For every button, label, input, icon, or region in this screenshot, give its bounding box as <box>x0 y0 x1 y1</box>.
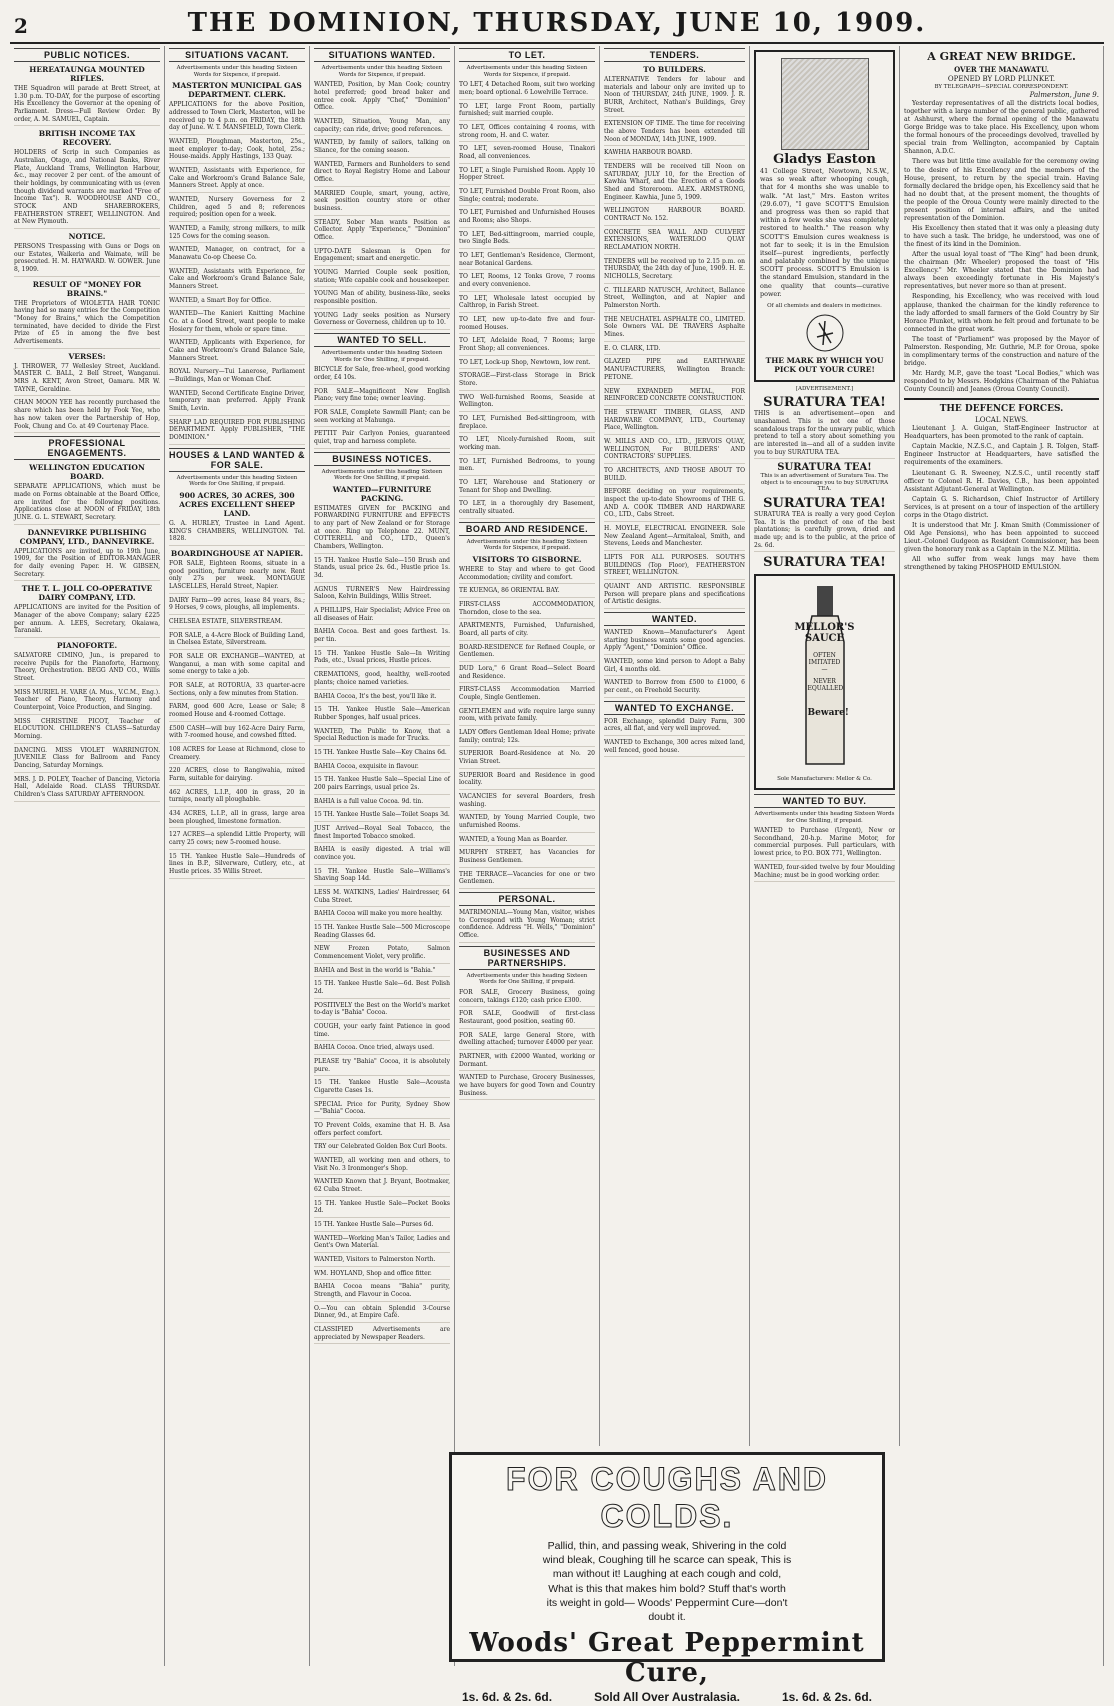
classified-ad: WANTED, The Public to Know, that a Special Reduction is made for Trucks. <box>314 728 450 746</box>
classified-ad: PARTNER, with £2000 Wanted, working or Dormant. <box>459 1053 595 1071</box>
classified-ad: CONCRETE SEA WALL AND CULVERT EXTENSIONS, WATERLOO QUAY RECLAMATION NORTH. <box>604 229 745 255</box>
classified-ad: WHERE to Stay and where to get Good Accommodation; civility and comfort. <box>459 566 595 584</box>
section-heading: PUBLIC NOTICES. <box>14 48 160 62</box>
article-headline: A GREAT NEW BRIDGE. <box>927 50 1076 63</box>
classified-ad: A PHILLIPS, Hair Specialist; Advice Free on all diseases of Hair. <box>314 607 450 625</box>
column-situations-wanted <box>310 46 455 1666</box>
article-subhead: LOCAL NEWS. <box>975 416 1028 425</box>
classified-ad: TO LET, Adelaide Road, 7 Rooms; large Front Shop; all conveniences. <box>459 337 595 355</box>
section-note: Advertisements under this heading Sixteen Words for Sixpence, if prepaid. <box>466 65 588 78</box>
classified-ad: WELLINGTON HARBOUR BOARD. CONTRACT No. 152. <box>604 207 745 225</box>
classified-ad: WANTED, Situation, Young Man, any capacity; can ride, drive; good references. <box>314 118 450 136</box>
section-note: Advertisements under this heading Sixteen Words for One Shilling, if prepaid. <box>321 349 443 363</box>
section-heading: HOUSES & LAND WANTED & FOR SALE. <box>169 449 306 470</box>
notice-body: PERSONS Trespassing with Guns or Dogs on our Estates, Waikeria and Waimate, will be prosecuted. H. M. HAYWARD. W. GOWER. June 8, 1909. <box>14 243 160 277</box>
section-heading: BUSINESS NOTICES. <box>314 452 450 466</box>
classified-ad: WANTED, by family of sailors, talking on Sliance, for the coming season. <box>314 139 450 157</box>
classified-ad: FOR SALE, Goodwill of first-class Restaurant, good position, seating 60. <box>459 1010 595 1028</box>
ad-sold: Sold All Over Australasia. <box>594 1690 740 1705</box>
classified-ad: QUAINT AND ARTISTIC. RESPONSIBLE Person will prepare plans and specifications of Artistic designs. <box>604 583 745 609</box>
ad-footnote: Of all chemists and dealers in medicines. <box>767 303 882 309</box>
classified-ad: TO LET, 4 Detached Room, suit two working men; board optional. 6 Lowelville Terrace. <box>459 81 595 99</box>
classified-ad: KAWHIA HARBOUR BOARD. <box>604 149 745 160</box>
section-heading: WANTED TO EXCHANGE. <box>604 701 745 715</box>
portrait-illustration <box>781 58 869 150</box>
classified-ad: PLEASE try "Bahia" Cocoa, it is absolutely pure. <box>314 1058 450 1076</box>
notice-body: SEPARATE APPLICATIONS, which must be made on Forms obtainable at the Board Office, are invited for the following positions. Applications close at NOON of FRIDAY, 18th JUNE. G. L. STEWART, Secretary. <box>14 483 160 524</box>
classified-ad: BAHIA is a full value Cocoa. 9d. tin. <box>314 798 450 809</box>
classified-ad: 15 TH. Yankee Hustle Sale—In Writing Pads, etc., Usual prices, Hustle prices. <box>314 650 450 668</box>
notice-body: ESTIMATES GIVEN for PACKING and FORWARDING FURNITURE and EFFECTS to any part of New Zealand or for Storage at once. Ring up Telephone 22. MUNT, COTTERELL and CO., LTD., Queen's Chambers, Wellington. <box>314 505 450 554</box>
classified-ad: WANTED Known—Manufacturer's Agent starting business wants some good agencies. Apply "Agent," "Dominion" Office. <box>604 629 745 655</box>
classified-ad: FOR SALE, large General Store, with dwelling attached; turnover £4000 per year. <box>459 1032 595 1050</box>
classified-ad: FOR Exchange, splendid Dairy Farm, 300 acres, all flat, and very well improved. <box>604 718 745 736</box>
classified-ad: TO LET, a Single Furnished Room. Apply 10 Hopper Street. <box>459 167 595 185</box>
notice-body: APPLICATIONS for the above Position, addressed to Town Clerk, Masterton, will be received up to 4 p.m. on FRIDAY, the 18th day of June. W. T. MANSFIELD, Town Clerk. <box>169 101 305 135</box>
classified-ad: YOUNG Man of ability, business-like, seeks responsible position. <box>314 290 450 308</box>
classified-ad: WANTED Known that J. Bryant, Bootmaker, 62 Cuba Street. <box>314 1178 450 1196</box>
classified-ad: TO LET, Furnished Bedrooms, to young men. <box>459 458 595 476</box>
classified-ad: ALTERNATIVE Tenders for labour and materials and labour only are invited up to Noon of THURSDAY, 24th JUNE, 1909. J. R. BURR, Architect, Nathan's Buildings, Grey Street. <box>604 76 745 117</box>
classified-ad: BOARD-RESIDENCE for Refined Couple, or Gentlemen. <box>459 644 595 662</box>
classified-ad: FARM, good 600 Acre, Lease or Sale; 8 roomed House and 4-roomed Cottage. <box>169 703 305 721</box>
notice-body: MATRIMONIAL—Young Man, visitor, wishes to Correspond with Young Woman; strict confidence. Address "H. Wells," "Dominion" Office. <box>459 909 595 943</box>
article-paragraph: The toast of "Parliament" was proposed by the Mayor of Palmerston. Responding, Mr. Guthrie, M.P. for Oroua, spoke in complimentary terms of the construction and nature of the bridge. <box>904 335 1099 367</box>
classified-ad: CHELSEA ESTATE, SILVERSTREAM. <box>169 618 305 629</box>
ad-list <box>314 366 450 448</box>
classified-ad: TRY our Celebrated Golden Box Curl Boots. <box>314 1143 450 1154</box>
classified-ad: TO LET, Wholesale latest occupied by Calthrop, in Farish Street. <box>459 295 595 313</box>
article-headline: THE DEFENCE FORCES. <box>939 404 1064 415</box>
ad-list <box>604 629 745 698</box>
classified-ad: FOR SALE, a 4-Acre Block of Building Land, in Chelsea Estate, Silverstream. <box>169 632 305 650</box>
classified-ad: FOR SALE—Magnificent New English Piano; very fine tone; owner leaving. <box>314 388 450 406</box>
classified-ad: DAIRY Farm—99 acres, lease 84 years, 8s.; 9 Horses, 9 cows, ploughs, all implements. <box>169 597 305 615</box>
classified-ad: TO LET, Offices containing 4 rooms, with strong room, H. and C. water. <box>459 124 595 142</box>
classified-ad: 15 TH. Yankee Hustle Sale—Pocket Books 2d. <box>314 1200 450 1218</box>
classified-ad: LIFTS FOR ALL PURPOSES. SOUTH'S BUILDINGS (Top Floor), FEATHERSTON STREET, WELLINGTON. <box>604 554 745 580</box>
classified-ad: BAHIA is easily digested. A trial will convince you. <box>314 846 450 864</box>
section-heading: SITUATIONS WANTED. <box>314 48 450 62</box>
classified-ad: WANTED, Assistants with Experience, for Cake and Workroom's Grand Balance Sale, Manners Street. Apply at once. <box>169 167 305 193</box>
section-note: Advertisements under this heading Sixteen Words for One Shilling, if prepaid. <box>176 474 298 488</box>
article-paragraph: Lieutenant J. A. Guigan, Staff-Engineer Instructor at Headquarters, has been promoted to the rank of captain. <box>904 425 1099 441</box>
sauce-bottle-illustration <box>770 582 880 772</box>
classified-ad: WANTED, all working men and others, to Visit No. 3 Ironmonger's Shop. <box>314 1157 450 1175</box>
ad-list <box>604 718 745 758</box>
classified-ad: WANTED, Nursery Governess for 2 Children, aged 5 and 8; references required; position open for a week. <box>169 196 305 222</box>
notice-heading: TO BUILDERS. <box>643 65 706 74</box>
article-paragraph: Captain Mackie, N.Z.S.C., and Captain J. R. Tolgen, Staff-Engineer Instructor at Headquarters, have satisfied the requirements of the examiners. <box>904 443 1099 467</box>
classified-ad: YOUNG Married Couple seek position, station; Wife capable cook and housekeeper. <box>314 269 450 287</box>
bottle-label: OFTEN IMITATED— <box>808 652 841 674</box>
article-paragraph: All who suffer from weak lungs may have them strengthened by taking PHOSPHOID EMULSION. <box>904 556 1099 572</box>
classified-ad: LADY Offers Gentleman Ideal Home; private family; central; 12s. <box>459 729 595 747</box>
article-dateline: BY TELEGRAPH—SPECIAL CORRESPONDENT. <box>934 84 1069 90</box>
article-paragraph: There was but little time available for the ceremony owing to the desire of his Excellency and the members of the House, present, to return by the special train. Having formally declared the bridge open, his Excellency said that he had no doubt that, at the present moment, the thoughts of the people of the Oroua County were mainly directed to the present position of internal affairs, and the united representation of the Dominion. <box>904 158 1099 222</box>
article-paragraph: After the usual loyal toast of "The King" had been drunk, the chairman (Mr. Wheeler) proposed the toast of "His Excellency." Mr. Wheeler stated that the Dominion had always been exceedingly fortunate in His Majesty's representatives, but never more so than at present. <box>904 251 1099 291</box>
notice-body: HOLDERS of Scrip in such Companies as Australian, Otago, and National Banks, River Plate, Auckland Trams, Wellington Harbour, &c., may recover 2 per cent. of the amount of their holdings, by communicating with us (even though dividend warrants are marked "Free of Income Tax"). R. WOODHOUSE AND CO., STOCK AND SHAREBROKERS, FEATHERSTON STREET, WELLINGTON. And at New Plymouth. <box>14 149 160 229</box>
article-body <box>904 425 1099 572</box>
classified-ad: FIRST-CLASS Accommodation Married Couple, Single Gentlemen. <box>459 686 595 704</box>
article-subhead: OPENED BY LORD PLUNKET. <box>947 75 1056 83</box>
article-paragraph: His Excellency then stated that it was only a pleasing duty to have such a task. The bridge, he understood, was one of the finest of its kind in the Dominion. <box>904 224 1099 249</box>
notice-body: SALVATORE CIMINO, Jun., is prepared to receive Pupils for the Pianoforte, Harmony, Theory, Orchestration. BEGG AND CO., Willis Street. <box>14 652 160 686</box>
notice-body: CHAN MOON YEE has recently purchased the share which has been held by Fook Yee, who has now taken over the Partnership of Hop, Fook, Chung and Co. at 49 Courtenay Place. <box>14 399 160 433</box>
ad-list <box>604 76 745 609</box>
column-public-notices <box>10 46 165 1666</box>
ad-verse: Pallid, thin, and passing weak, Shivering in the cold wind bleak, Coughing till he scarce can speak, This is man without it! Laughing at each cough and cold, What is this that makes him bold? Stuff that's worth its weight in gold— Woods' Peppermint Cure—don't doubt it. <box>542 1540 792 1623</box>
ad-body: 41 College Street, Newtown, N.S.W., was so weak after whooping cough, that for 4 months she was unable to walk. "At last," Mrs. Easton writes (29.6.07), "I gave SCOTT'S Emulsion and progress was then so rapid that within a few weeks she was completely restored to health." The reason why SCOTT'S Emulsion cures weakness is not far to seek; it is in the Emulsion itself—purest ingredients, perfectly and palatably combined by the unique SCOTT process. SCOTT'S Emulsion is the standard Emulsion, standard in the one quality that counts—curative power. <box>760 167 889 298</box>
classified-ad: WANTED, Manager, on contract, for a Manawatu Co-op Cheese Co. <box>169 246 305 264</box>
notice-heading: NOTICE. <box>68 232 106 242</box>
notice-heading: WANTED—FURNITURE PACKING. <box>332 484 432 503</box>
classified-ad: ROYAL Nursery—Tui Lanerose, Parliament—Buildings, Man or Woman Chef. <box>169 368 305 386</box>
article-body <box>904 100 1099 394</box>
classified-ad: TO LET, Rooms, 12 Tonks Grove, 7 rooms and every convenience. <box>459 273 595 291</box>
notice-body: FOR SALE, Eighteen Rooms, situate in a good position, furniture nearly new. Rent only 27s per week. MONTAGUE LASCELLES, Herald Street, Napier. <box>169 560 305 594</box>
section-heading: TO LET. <box>459 48 595 62</box>
classified-ad: BAHIA Cocoa. Once tried, always used. <box>314 1044 450 1055</box>
classified-ad: TO LET, seven-roomed House, Tinakori Road, all conveniences. <box>459 145 595 163</box>
ad-list <box>459 81 595 519</box>
fisherman-trademark-icon <box>805 313 845 353</box>
bottle-brand: MELLOR'S SAUCE <box>794 622 855 645</box>
column-news <box>900 46 1104 1666</box>
section-heading: BOARD AND RESIDENCE. <box>459 522 595 536</box>
bottle-label: Beware! <box>807 708 849 719</box>
classified-ad: TO Prevent Colds, examine that H. B. Asa offers perfect comfort. <box>314 1122 450 1140</box>
classified-ad: WANTED, Assistants with Experience, for Cake and Workroom's Grand Balance Sale, Manners Street. <box>169 268 305 294</box>
classified-ad: VACANCIES for several Boarders, fresh washing. <box>459 793 595 811</box>
mellors-sauce-ad <box>754 574 895 790</box>
classified-ad: 15 TH. Yankee Hustle Sale—Hundreds of lines in B.P., Silverware, Cutlery, etc., at Hustle prices. 35 Willis Street. <box>169 853 305 879</box>
notice-heading: RESULT OF "MONEY FOR BRAINS." <box>32 279 142 298</box>
classified-ad: STEADY, Sober Man wants Position as Collector. Apply "Experience," "Dominion" Office. <box>314 219 450 245</box>
classified-ad: WANTED—The Kanieri Knitting Machine Co. at a Good Street, want people to make Hosiery for them, whole or spare time. <box>169 310 305 336</box>
classified-ad: WANTED, some kind person to Adopt a Baby Girl, 4 months old. <box>604 658 745 676</box>
notice-body: MRS. J. D. POLEY, Teacher of Dancing, Victoria Hall, Adelaide Road. CLASS THURSDAY. Children's Class SATURDAY AFTERNOON. <box>14 776 160 802</box>
section-heading: TENDERS. <box>604 48 745 62</box>
classified-ad: THE TERRACE—Vacancies for one or two Gentlemen. <box>459 871 595 889</box>
ad-list <box>314 557 450 1345</box>
classified-ad: JUST Arrived—Royal Seal Tobacco, the finest Imported Tobacco smoked. <box>314 825 450 843</box>
classified-ad: PETTIT Pair Carlyon Ponies, guaranteed quiet, trap and harness complete. <box>314 430 450 448</box>
section-note: Advertisements under this heading Sixteen Words for One Shilling, if prepaid. <box>321 468 443 482</box>
section-note: Advertisements under this heading Sixteen Words for One Shilling, if prepaid. <box>754 810 895 824</box>
notice-body: APPLICATIONS are invited, up to 19th June, 1909, for the Position of EDITOR-MANAGER for daily evening Paper. H. W. GIBSEN, Secretary. <box>14 548 160 582</box>
classified-ad: TO LET, large Front Room, partially furnished; suit married couple. <box>459 103 595 121</box>
ad-list <box>314 81 450 330</box>
notice-body: THE Squadron will parade at Brett Street, at 1.30 p.m. TO-DAY, for the purpose of escorting His Excellency the Governor at the opening of Parliament. Dress—Full Review Order. By order, A. M. SAMUEL, Captain. <box>14 85 160 126</box>
classified-ad: WANTED to Exchange, 300 acres mixed land, well fenced, good house. <box>604 739 745 757</box>
notice-body: MISS CHRISTINE PICOT, Teacher of ELOCUTION. CHILDREN'S CLASS—Saturday Morning. <box>14 718 160 744</box>
classified-ad: 15 TH. Yankee Hustle Sale—American Rubber Sponges, half usual prices. <box>314 706 450 724</box>
notice-body: DANCING. MISS VIOLET WARRINGTON. JUVENILE Class for Ballroom and Fancy Dancing, Saturday Mornings. <box>14 747 160 773</box>
notice-heading: DANNEVIRKE PUBLISHING COMPANY, LTD., DANNEVIRKE. <box>19 527 155 546</box>
bottle-label: NEVER EQUALLED. <box>807 678 845 693</box>
notice-heading: BRITISH INCOME TAX RECOVERY. <box>38 129 136 148</box>
ad-tagline: THE MARK BY WHICH YOU PICK OUT YOUR CURE! <box>765 355 884 374</box>
classified-ad: TO LET, Gentleman's Residence, Clermont, near Botanical Gardens. <box>459 252 595 270</box>
classified-ad: BAHIA and Best in the world is "Bahia." <box>314 967 450 978</box>
ad-list <box>459 989 595 1100</box>
classified-ad: 15 TH. Yankee Hustle Sale—150 Brush and Stands, usual price 2s. 6d., Hustle price 1s. 3d. <box>314 557 450 583</box>
classified-ad: BAHIA Cocoa. Best and goes farthest. 1s. per tin. <box>314 628 450 646</box>
classified-ad: MURPHY STREET, has Vacancies for Business Gentlemen. <box>459 849 595 867</box>
classified-ad: FIRST-CLASS ACCOMMODATION, Thorndon, close to the sea. <box>459 601 595 619</box>
article-dateline: Palmerston, June 9. <box>1029 91 1099 99</box>
classified-ad: WANTED, a Family, strong milkers, to milk 125 Cows for the coming season. <box>169 225 305 243</box>
article-paragraph: Captain G. S. Richardson, Chief Instructor of Artillery Services, is at present on a tour of inspection of the artillery corps in the Otago district. <box>904 495 1099 519</box>
classified-ad: WANTED, Ploughman, Masterton, 25s., meet employer to-day; Cook, hotel, 25s.; House-maids. Apply Hastings, 133 Quay. <box>169 138 305 164</box>
classified-ad: WANTED, Second Certificate Engine Driver, temporary man preferred. Apply Frank Smith, Levin. <box>169 390 305 416</box>
classified-ad: WANTED, a Smart Boy for Office. <box>169 297 305 308</box>
classified-ad: LESS M. WATKINS, Ladies' Hairdresser, 64 Cuba Street. <box>314 889 450 907</box>
article-paragraph: Yesterday representatives of all the districts local bodies, together with a large number of the general public, gathered at Ashhurst, where the formal opening of the Manawatu Gorge Bridge was to take place. His Excellency, upon whom the formal honours of the proceedings devolved, travelled by special train from Wellington, accompanied by Captain Shannon, A.D.C. <box>904 100 1099 156</box>
classified-ad: BAHIA Cocoa will make you more healthy. <box>314 910 450 921</box>
article-subhead: OVER THE MANAWATU. <box>954 65 1049 74</box>
notice-body: THE Proprietors of WIOLETTA HAIR TONIC having had so many entries for the Competition "Money for Brains," which the Competition terminated, have decided to divide the First Prize of £5 in among the five best Advertisements. <box>14 300 160 349</box>
section-heading: PROFESSIONAL ENGAGEMENTS. <box>14 436 160 460</box>
suratura-heading: SURATURA TEA! <box>763 496 886 511</box>
classified-ad: MARRIED Couple, smart, young, active, seek position country store or other business. <box>314 190 450 216</box>
section-note: Advertisements under this heading Sixteen Words for Sixpence, if prepaid. <box>321 65 443 78</box>
classified-ad: BEFORE deciding on your requirements, inspect the up-to-date Showrooms of THE G. AND A. COOK TIMBER AND HARDWARE CO., LTD., Cabs Street. <box>604 488 745 522</box>
masthead <box>10 8 1104 44</box>
section-heading: SITUATIONS VACANT. <box>169 48 305 62</box>
section-note: Advertisements under this heading Sixteen Words for One Shilling, if prepaid. <box>466 972 588 986</box>
classified-ad: FOR SALE OR EXCHANGE—WANTED, at Wanganui, a man with some capital and some energy to take a job. <box>169 653 305 679</box>
ad-price: 1s. 6d. & 2s. 6d. <box>462 1690 553 1705</box>
classified-ad: AGNUS TURNER'S New Hairdressing Saloon, Kelvin Buildings, Willis Street. <box>314 586 450 604</box>
notice-heading: 900 ACRES, 30 ACRES, 300 ACRES EXCELLENT SHEEP LAND. <box>179 490 295 518</box>
classified-ad: BAHIA Cocoa, It's the best, you'll like it. <box>314 693 450 704</box>
classified-ad: SPECIAL Price for Purity, Sydney Show—"Bahia" Cocoa. <box>314 1101 450 1119</box>
woods-peppermint-cure-ad <box>449 1452 885 1705</box>
classified-ad: GENTLEMEN and wife require large sunny room, with private family. <box>459 708 595 726</box>
classified-ad: 15 TH. Yankee Hustle Sale—Williams's Shaving Soap 14d. <box>314 868 450 886</box>
classified-ad: WANTED, by Young Married Couple, two unfurnished Rooms. <box>459 814 595 832</box>
notice-body: J. THROWER, 77 Wellesley Street, Auckland. MASTER C. BALL, 2 Bell Street, Wanganui. MRS A. KENT, Avon Street, Oamaru. MR W. TAYNE, Geraldine. <box>14 363 160 397</box>
classified-ad: TO LET, Furnished Double Front Room, also Single; central; moderate. <box>459 188 595 206</box>
notice-body: G. A. HURLEY, Trustee in Land Agent. KING'S CHAMBERS, WELLINGTON. Tel. 1828. <box>169 520 305 546</box>
scotts-emulsion-ad <box>754 50 895 382</box>
article-paragraph: Lieutenant G. R. Sweeney, N.Z.S.C., until recently staff officer to Colonel R. H. Davies, C.B., has been appointed Assistant Adjutant-General at Wellington. <box>904 469 1099 493</box>
advertisement-label: [ADVERTISEMENT.] <box>795 385 854 392</box>
classified-ad: CLASSIFIED Advertisements are appreciated by Newspaper Readers. <box>314 1326 450 1344</box>
classified-ad: 15 TH. Yankee Hustle Sale—500 Microscope Reading Glasses 6d. <box>314 924 450 942</box>
classified-ad: FOR SALE, Complete Sawmill Plant; can be seen working at Mahunga. <box>314 409 450 427</box>
classified-ad: TENDERS will be received up to 2.15 p.m. on THURSDAY, the 24th day of June, 1909. H. E. NICHOLLS, Secretary. <box>604 258 745 284</box>
classified-ad: SUPERIOR Board and Residence in good locality. <box>459 772 595 790</box>
suratura-heading: SURATURA TEA! <box>763 395 886 411</box>
classified-ad: 15 TH. Yankee Hustle Sale—Acousta Cigarette Cases 1s. <box>314 1079 450 1097</box>
newspaper-title: THE DOMINION, THURSDAY, JUNE 10, 1909. <box>187 8 927 38</box>
classified-ad: WANTED, Applicants with Experience, for Cake and Workroom's Grand Balance Sale, Manners Street. <box>169 339 305 365</box>
classified-ad: YOUNG Lady seeks position as Nursery Governess or Governess, children up to 10. <box>314 312 450 330</box>
classified-ad: FOR SALE, Grocery Business, going concern, takings £120; cash price £300. <box>459 989 595 1007</box>
column-tenders <box>600 46 750 1446</box>
notice-heading: MASTERTON MUNICIPAL GAS DEPARTMENT. CLERK. <box>172 81 302 100</box>
classified-ad: SUPERIOR Board-Residence at No. 20 Vivian Street. <box>459 750 595 768</box>
column-display-ads <box>750 46 900 1446</box>
column-situations-vacant <box>165 46 310 1666</box>
classified-ad: GLAZED PIPE and EARTHWARE MANUFACTURERS, Wellington Branch: PETONE. <box>604 358 745 384</box>
notice-heading: VERSES: <box>68 351 106 361</box>
classified-ad: UPTO-DATE Salesman is Open for Engagement; smart and energetic. <box>314 248 450 266</box>
ad-list <box>169 597 305 879</box>
suratura-heading: SURATURA TEA! <box>777 462 872 474</box>
classified-ad: 15 TH. Yankee Hustle Sale—6d. Best Polish 2d. <box>314 980 450 998</box>
classified-ad: £500 CASH—will buy 162-Acre Dairy Farm, with 7-roomed house, and cowshed fitted. <box>169 725 305 743</box>
section-note: Advertisements under this heading Sixteen Words for Sixpence, if prepaid. <box>176 65 298 78</box>
classified-ad: TO ARCHITECTS, AND THOSE ABOUT TO BUILD. <box>604 467 745 485</box>
page-number: 2 <box>14 14 28 38</box>
classified-ad: 108 ACRES for Lease at Richmond, close to Creamery. <box>169 746 305 764</box>
section-heading: PERSONAL. <box>459 892 595 906</box>
notice-body: MISS MURIEL H. VARE (A. Mus., V.C.M., Eng.). Teacher of Piano, Theory, Harmony and Counterpoint, Voice Production, and Singing. <box>14 689 160 715</box>
classified-ad: TO LET, Bed-sittingroom, married couple, two Single Beds. <box>459 231 595 249</box>
classified-ad: THE NEUCHATEL ASPHALTE CO., LIMITED. Sole Owners VAL DE TRAVERS Asphalte Mines. <box>604 316 745 342</box>
classified-ad: WANTED to Borrow from £500 to £1000, 6 per cent., on Freehold Security. <box>604 679 745 697</box>
classified-ad: THE STEWART TIMBER, GLASS, AND HARDWARE COMPANY, LTD., Courtenay Place, Wellington. <box>604 409 745 435</box>
ad-list <box>459 566 595 889</box>
section-heading: WANTED TO SELL. <box>314 333 450 347</box>
classified-ad: TE KUENGA, 86 ORIENTAL BAY. <box>459 587 595 598</box>
classified-ad: TO LET, Warehouse and Stationery or Tenant for Shop and Dwelling. <box>459 479 595 497</box>
classified-ad: 15 TH. Yankee Hustle Sale—Special Line of 200 pairs Earrings, usual price 2s. <box>314 776 450 794</box>
notice-heading: THE T. L. JOLL CO-OPERATIVE DAIRY COMPANY, LTD. <box>21 584 153 603</box>
notice-heading: WELLINGTON EDUCATION BOARD. <box>29 463 145 482</box>
classified-ad: 220 ACRES, close to Rangiwahia, mixed Farm, suitable for dairying. <box>169 767 305 785</box>
ad-footnote: This is an advertisement of Suratura Tea. The object is to encourage you to buy SURATURA TEA. <box>760 473 889 493</box>
classified-ad: O.—You can obtain Splendid 3-Course Dinner, 9d., at Empire Café. <box>314 1305 450 1323</box>
ad-body: THIS is an advertisement—open and unashamed. This is not one of those scandalous traps for the unwary public, which pretend to tell a story about something you are interested in—and all of a sudden invite you to buy SURATURA TEA. <box>754 410 895 459</box>
notice-heading: VISITORS TO GISBORNE. <box>472 554 582 564</box>
classified-ad: 127 ACRES—a splendid Little Property, will carry 25 cows; new 5-roomed house. <box>169 831 305 849</box>
ad-headline: FOR COUGHS AND COLDS. <box>506 1461 828 1534</box>
classified-ad: W. MILLS AND CO., LTD., JERVOIS QUAY, WELLINGTON, For BUILDERS' AND CONTRACTORS' SUPPLIES. <box>604 438 745 464</box>
classified-ad: WANTED to Purchase (Urgent), New or Secondhand, 20-h.p. Marine Motor, for commercial purposes. Full particulars, with lowest price, to P.O. BOX 771, Wellington. <box>754 827 895 861</box>
ad-body: SURATURA TEA is really a very good Ceylon Tea. It is the product of one of the best plantations; is carefully grown, dried and made up; and is to the public, at the price of 2s. 6d. <box>754 511 895 552</box>
classified-ad: TENDERS will be received till Noon on SATURDAY, JULY 10, for the Erection of Kawhia Wharf, and the Erection of a Goods Shed and Storeroom. ALEX. ARMSTRONG, Engineer. Kawhia, June 5, 1909. <box>604 163 745 204</box>
notice-heading: HEREATAUNGA MOUNTED RIFLES. <box>29 65 145 83</box>
classified-ad: STORAGE—First-class Storage in Brick Store. <box>459 372 595 390</box>
classified-ad: NEW EXPANDED METAL, FOR REINFORCED CONCRETE CONSTRUCTION. <box>604 388 745 406</box>
classified-ad: NEW Frozen Potato, Salmon Commencement Violet, very prolific. <box>314 945 450 963</box>
classified-ad: H. MOYLE, ELECTRICAL ENGINEER. Sole New Zealand Agent—Armitaleal, Smith, and Stevens, Leeds and Manchester. <box>604 525 745 551</box>
section-heading: WANTED. <box>604 612 745 626</box>
classified-ad: 15 TH. Yankee Hustle Sale—Key Chains 6d. <box>314 749 450 760</box>
classified-ad: TO LET, in a thoroughly dry Basement, centrally situated. <box>459 500 595 518</box>
classified-ad: 15 TH. Yankee Hustle Sale—Toilet Soaps 3d. <box>314 811 450 822</box>
ad-list <box>169 138 305 445</box>
suratura-heading: SURATURA TEA! <box>763 555 886 571</box>
classified-ad: BAHIA Cocoa means "Bahia" purity, Strength, and Flavour in Cocoa. <box>314 1283 450 1301</box>
classified-ad: WANTED—Working Man's Tailor, Ladies and Gent's Own Material. <box>314 1235 450 1253</box>
section-heading: WANTED TO BUY. <box>754 794 895 808</box>
classified-ad: E. O. CLARK, LTD. <box>604 345 745 356</box>
classified-ad: WANTED, Farmers and Runholders to send direct to Royal Registry Home and Labour Office. <box>314 161 450 187</box>
classified-ad: DUD Lora," 6 Grant Road—Select Board and Residence. <box>459 665 595 683</box>
classified-ad: COUGH, your early faint Patience in good time. <box>314 1023 450 1041</box>
classified-ad: WANTED, Visitors to Palmerston North. <box>314 1256 450 1267</box>
classified-ad: WANTED to Purchase, Grocery Businesses, we have buyers for good Town and Country Business. <box>459 1074 595 1100</box>
column-to-let <box>455 46 600 1446</box>
notice-heading: BOARDINGHOUSE AT NAPIER. <box>170 548 304 558</box>
classified-ad: WANTED, four-sided twelve by four Moulding Machine; must be in good working order. <box>754 864 895 882</box>
notice-heading: PIANOFORTE. <box>56 640 118 650</box>
classified-ad: BAHIA Cocoa, exquisite in flavour. <box>314 763 450 774</box>
classified-ad: EXTENSION OF TIME. The time for receiving the above Tenders has been extended till Noon of MONDAY, 14th JUNE, 1909. <box>604 120 745 146</box>
classified-ad: TO LET, Nicely-furnished Room, suit working man. <box>459 436 595 454</box>
classified-ad: FOR SALE, at ROTORUA, 33 quarter-acre Sections, only a few minutes from Station. <box>169 682 305 700</box>
classified-ad: TO LET, Furnished and Unfurnished Houses and Rooms; also Shops. <box>459 209 595 227</box>
article-paragraph: It is understood that Mr. J. Kman Smith (Commissioner of Old Age Pensions), who has been appointed to succeed Lieut.-Colonel Gudgeon as Resident Commissioner, has been given the honorary rank as a Captain in the N.Z. Militia. <box>904 521 1099 554</box>
classified-ad: SHARP LAD REQUIRED FOR PUBLISHING DEPARTMENT. Apply PUBLISHER, "THE DOMINION." <box>169 419 305 445</box>
classified-ad: TO LET, new up-to-date five and four-roomed Houses. <box>459 316 595 334</box>
classified-ad: 15 TH. Yankee Hustle Sale—Purses 6d. <box>314 1221 450 1232</box>
classified-ad: POSITIVELY the Best on the World's market to-day is "Bahia" Cocoa. <box>314 1002 450 1020</box>
article-paragraph: Responding, his Excellency, who was received with loud applause, thanked the chairman for the kindly reference to the lady afforded to small farmers of the Gold Country by Sir Horace Plunket, with whom he felt proud and fortunate to be connected in the great work. <box>904 293 1099 333</box>
classified-ad: WANTED, a Young Man as Boarder. <box>459 836 595 847</box>
ad-brand: Woods' Great Peppermint Cure, <box>469 1628 865 1689</box>
classified-ad: APARTMENTS, Furnished, Unfurnished, Board, all parts of city. <box>459 622 595 640</box>
ad-footnote: Sole Manufacturers: Mellor & Co. <box>777 776 872 783</box>
article-paragraph: Mr. Hardy, M.P., gave the toast "Local Bodies," which was responded to by Messrs. Hodgkins (Chairman of the Pahiatua County Council) and Jeanes (Oroua County Council). <box>904 370 1099 394</box>
section-note: Advertisements under this heading Sixteen Words for Sixpence, if prepaid. <box>466 538 588 552</box>
classified-ad: BICYCLE for Sale, free-wheel, good working order, £4 10s. <box>314 366 450 384</box>
classified-ad: WM. HOYLAND, Shop and office fitter. <box>314 1270 450 1281</box>
classified-ad: WANTED, Position, by Man Cook; country hotel preferred; good bread baker and entree cook. Apply "Chef," "Dominion" Office. <box>314 81 450 115</box>
notice-body: APPLICATIONS are invited for the Position of Manager of the above Company; salary £225 per annum. A. LEES, Secretary, Okaiawa, Taranaki. <box>14 604 160 638</box>
ad-list <box>754 827 895 882</box>
section-heading: BUSINESSES AND PARTNERSHIPS. <box>459 946 595 970</box>
bottle-icon <box>770 582 880 772</box>
ad-price: 1s. 6d. & 2s. 6d. <box>781 1690 872 1705</box>
classified-ad: 434 ACRES, L.I.P., all in grass, large area been ploughed, limestone formation. <box>169 810 305 828</box>
classified-ad: CREMATIONS, good, healthy, well-rooted plants; choice named varieties. <box>314 671 450 689</box>
portrait-caption: Gladys Easton <box>773 152 876 167</box>
classified-ad: TWO Well-furnished Rooms, Seaside at Wellington. <box>459 394 595 412</box>
classified-ad: 462 ACRES, L.I.P., 400 in grass, 20 in turnips, nearly all ploughable. <box>169 789 305 807</box>
classified-ad: TO LET, Lock-up Shop, Newtown, low rent. <box>459 359 595 370</box>
classified-ad: TO LET, Furnished Bed-sittingroom, with fireplace. <box>459 415 595 433</box>
classified-ad: C. TILLEARD NATUSCH, Architect, Ballance Street, Wellington, and at Napier and Palmerston North. <box>604 287 745 313</box>
